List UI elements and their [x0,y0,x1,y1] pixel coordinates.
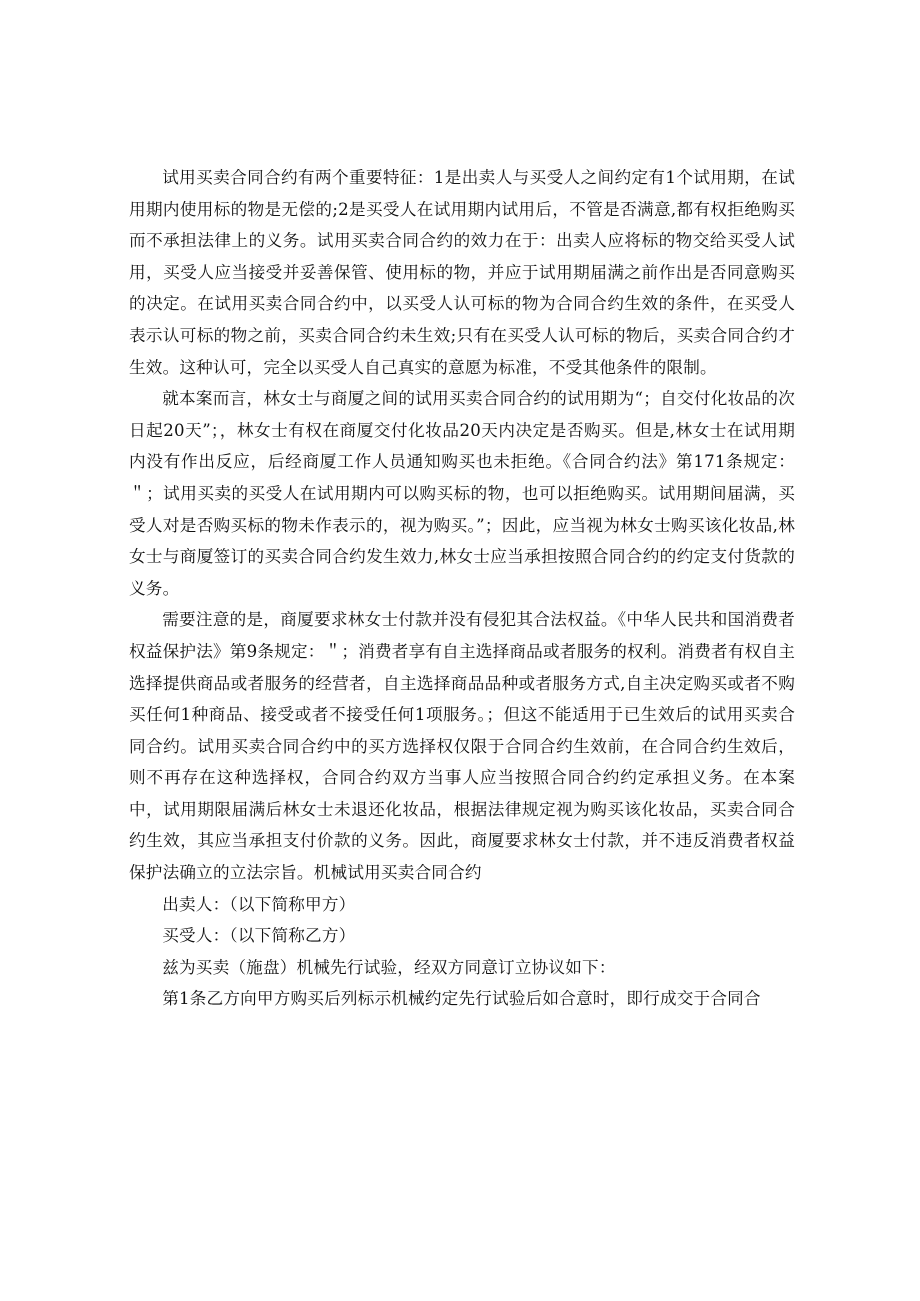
paragraph-consumer-rights: 需要注意的是，商厦要求林女士付款并没有侵犯其合法权益。《中华人民共和国消费者权益保护法》第9条规定：＂；消费者享有自主选择商品或者服务的权利。消费者有权自主选择提供商品或者服务的经营者，自主选择商品品种或者服务方式,自主决定购买或者不购买任何1种商品、接受或者不接受任何1项服务。；但这不能适用于已生效后的试用买卖合同合约。试用买卖合同合约中的买方选择权仅限于合同合约生效前，在合同合约生效后，则不再存在这种选择权，合同合约双方当事人应当按照合同合约约定承担义务。在本案中，试用期限届满后林女士未退还化妆品，根据法律规定视为购买该化妆品，买卖合同合约生效，其应当承担支付价款的义务。因此，商厦要求林女士付款，并不违反消费者权益保护法确立的立法宗旨。机械试用买卖合同合约 [129,610,795,883]
paragraph-case-analysis: 就本案而言，林女士与商厦之间的试用买卖合同合约的试用期为“；自交付化妆品的次日起20天”；，林女士有权在商厦交付化妆品20天内决定是否购买。但是,林女士在试用期内没有作出反应，后经商厦工作人员通知购买也未拒绝。《合同合约法》第171条规定：＂；试用买卖的买受人在试用期内可以购买标的物，也可以拒绝购买。试用期间届满，买受人对是否购买标的物未作表示的，视为购买。”；因此，应当视为林女士购买该化妆品,林女士与商厦签订的买卖合同合约发生效力,林女士应当承担按照合同合约的约定支付货款的义务。 [129,389,795,598]
paragraph-seller: 出卖人：（以下简称甲方） [162,894,356,914]
paragraph-buyer: 买受人：（以下简称乙方） [162,926,356,946]
paragraph-trial-sale-features: 试用买卖合同合约有两个重要特征：1是出卖人与买受人之间约定有1个试用期，在试用期内使用标的物是无偿的;2是买受人在试用期内试用后，不管是否满意,都有权拒绝购买而不承担法律上的义务。试用买卖合同合约的效力在于：出卖人应将标的物交给买受人试用，买受人应当接受并妥善保管、使用标的物，并应于试用期届满之前作出是否同意购买的决定。在试用买卖合同合约中，以买受人认可标的物为合同合约生效的条件，在买受人表示认可标的物之前，买卖合同合约未生效;只有在买受人认可标的物后，买卖合同合约才生效。这种认可，完全以买受人自己真实的意愿为标准，不受其他条件的限制。 [129,168,795,377]
paragraph-article-1: 第1条乙方向甲方购买后列标示机械约定先行试验后如合意时，即行成交于合同合 [162,989,761,1009]
document-body [129,162,795,1015]
paragraph-agreement-intro: 兹为买卖（施盘）机械先行试验，经双方同意订立协议如下： [162,957,616,977]
